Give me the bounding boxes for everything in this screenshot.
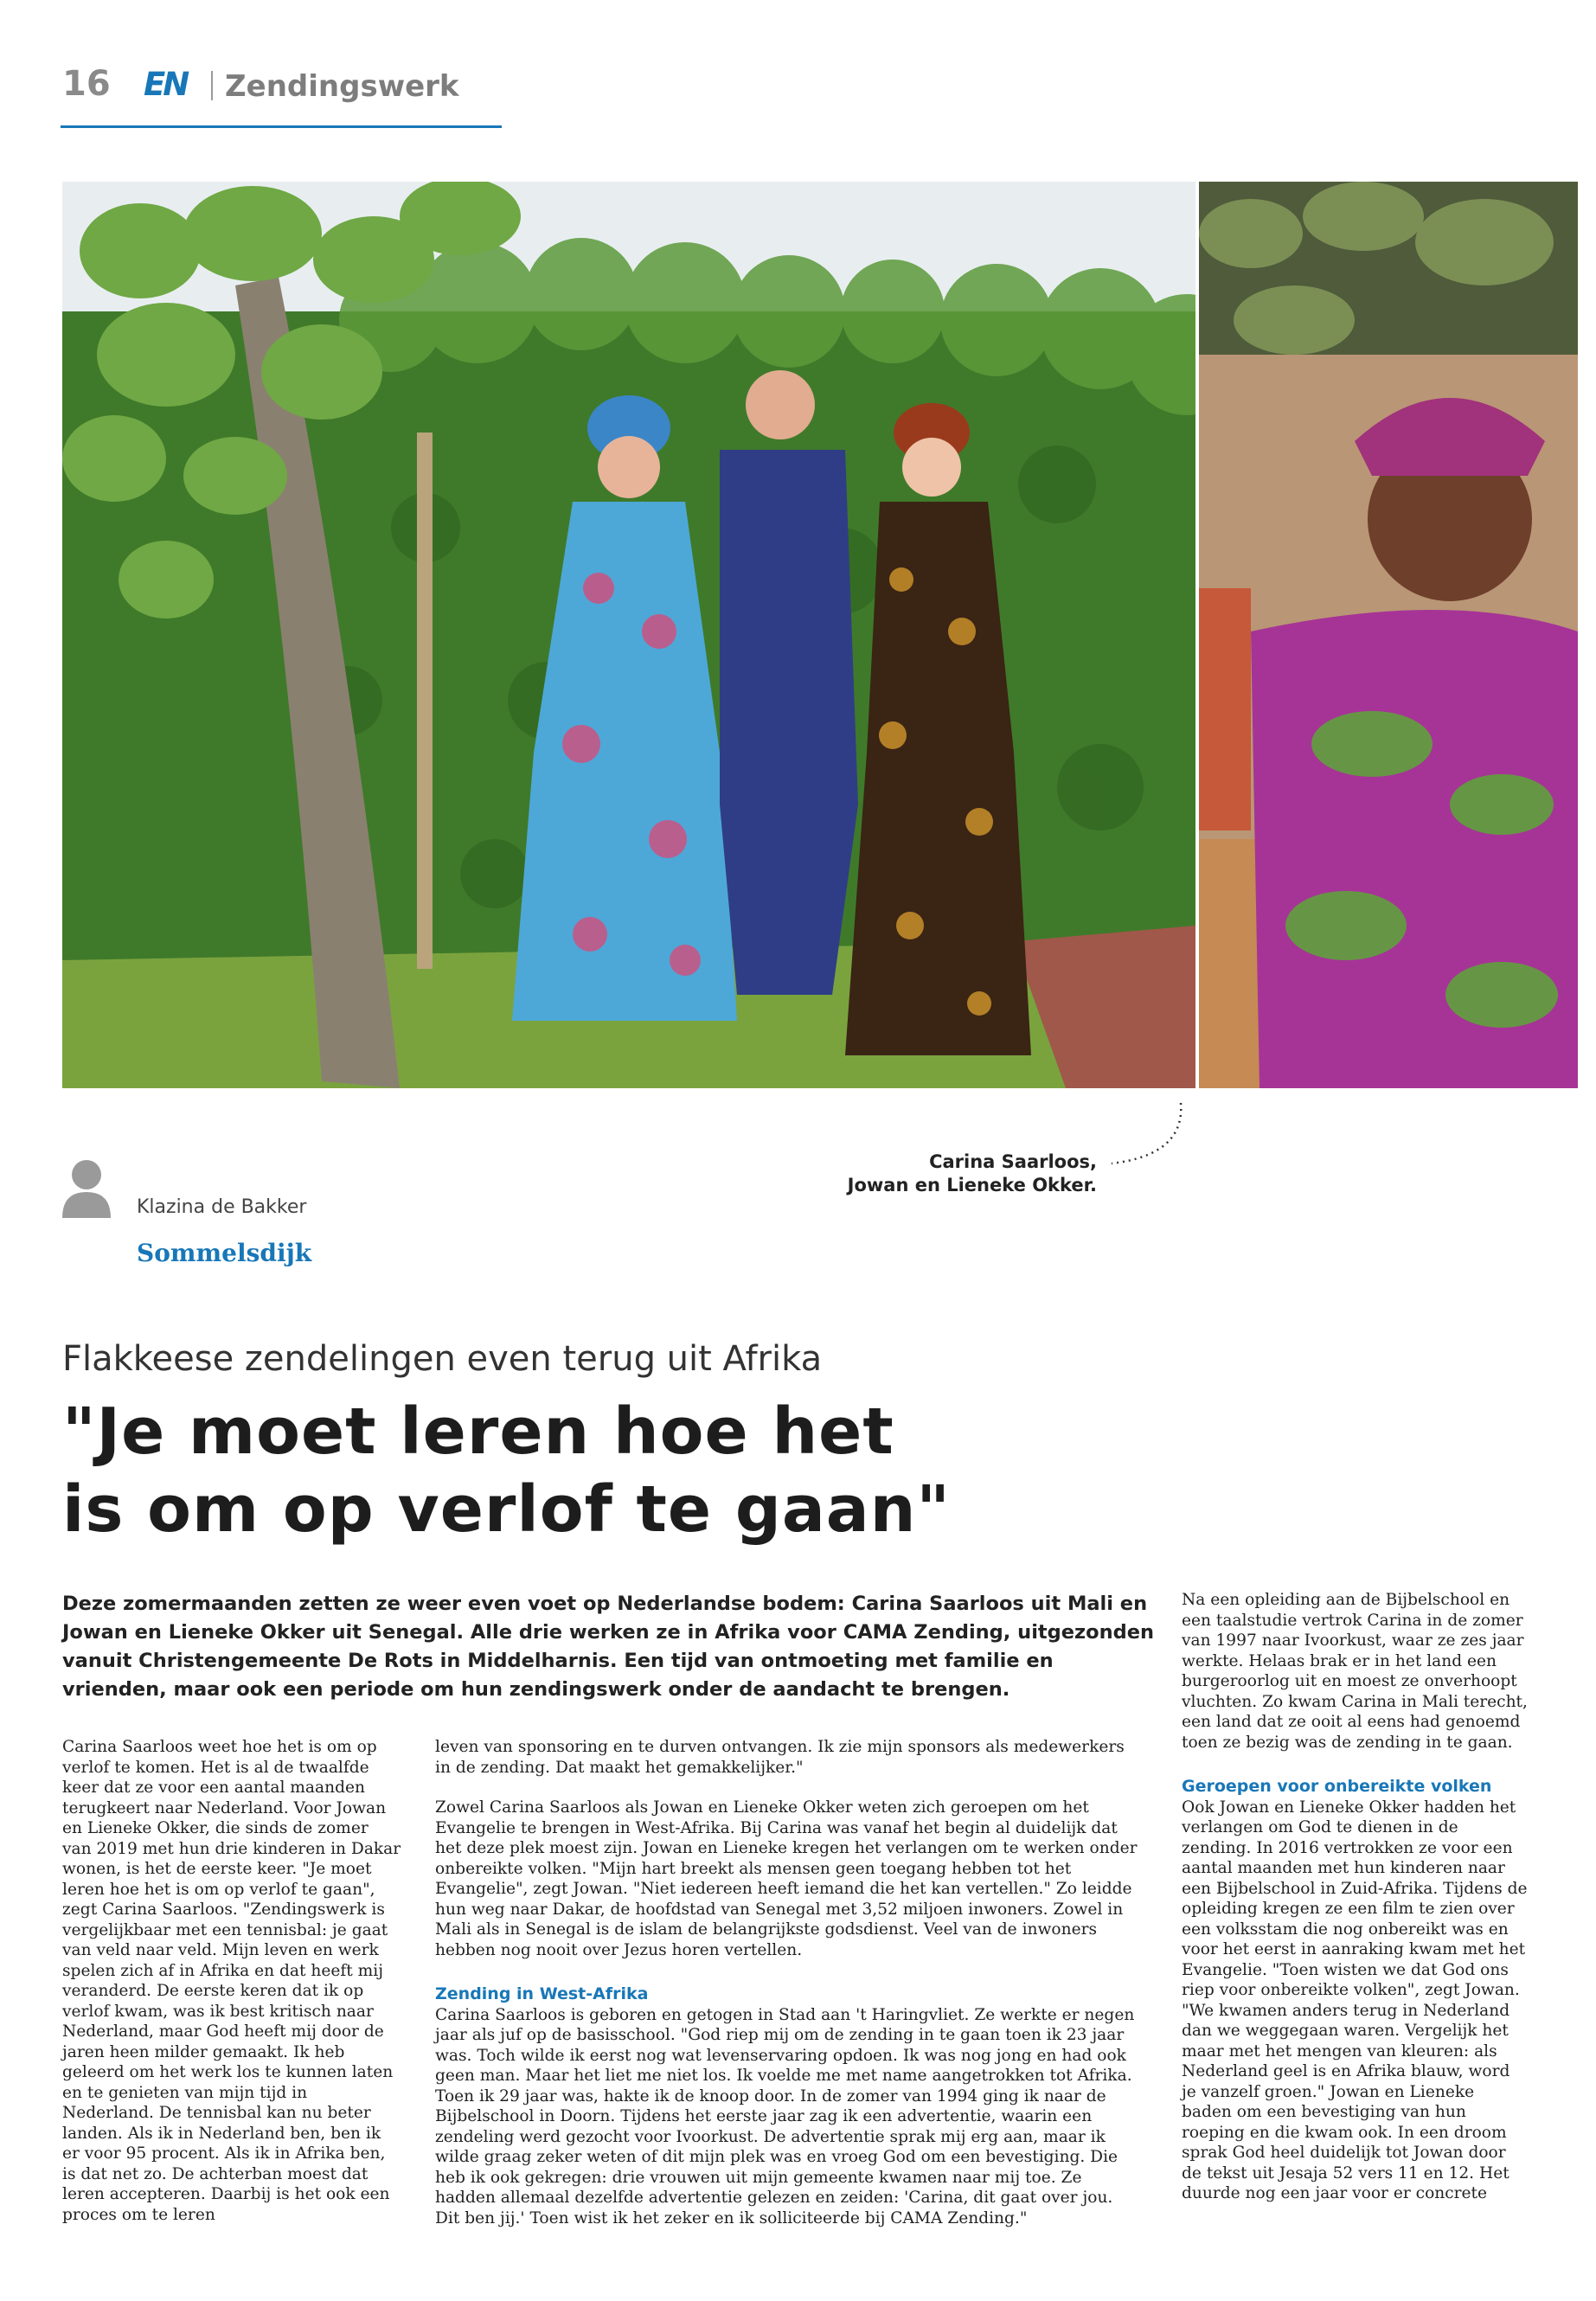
headline-line-1: "Je moet leren hoe het [62, 1394, 894, 1469]
photo-caption [830, 1150, 1097, 1197]
body-column-2 [435, 1737, 1138, 2228]
page-number: 16 [62, 64, 111, 104]
main-photo [62, 182, 1195, 1088]
header-rule [61, 125, 502, 128]
headline [62, 1393, 1135, 1548]
paragraph: leven van sponsoring en te durven ontvangen. Ik zie mijn sponsors als medewerkers in de zending. Dat maakt het gemakkelijker." [435, 1738, 1125, 1777]
paragraph: Na een opleiding aan de Bijbelschool en een taalstudie vertrok Carina in de zomer van 1997 naar Ivoorkust, waar ze zes jaar werkte. Helaas brak er in het land een burgeroorlog uit en moest ze onverhoopt vluchten. Zo kwam Carina in Mali terecht, een land dat ze ooit al eens had genoemd toen ze bezig was de zending in te gaan. [1182, 1591, 1528, 1752]
intro-paragraph: Deze zomermaanden zetten ze weer even voet op Nederlandse bodem: Carina Saarloos uit Mali en Jowan en Lieneke Okker uit Senegal. Alle drie werken ze in Afrika voor CAMA Zending, uitgezonden vanuit Christengemeente De Rots in Middelharnis. Een tijd van ontmoeting met familie en vrienden, maar ook een periode om hun zendingswerk onder de aandacht te brengen. [62, 1593, 1154, 1701]
paragraph: Ook Jowan en Lieneke Okker hadden het verlangen om God te dienen in de zending. In 2016 vertrokken ze voor een aantal maanden met hun kinderen naar een Bijbelschool in Zuid-Afrika. Tijdens de opleiding kregen ze een film te zien over een volksstam die nog onbereikt was en voor het eerst in aanraking kwam met het Evangelie. "Toen wisten we dat God ons riep voor onbereikte volken", zegt Jowan. "We kwamen anders terug in Nederland dan we weggegaan waren. Vergelijk het maar met het mengen van kleuren: als Nederland geel is en Afrika blauw, word je vanzelf groen." Jowan en Lieneke baden om een bevestiging van hun roeping en die kwam ook. In een droom sprak God heel duidelijk tot Jowan door de tekst uit Jesaja 52 vers 11 en 12. Het duurde nog een jaar voor er concrete [1182, 1798, 1528, 2202]
caption-line-2: Jowan en Lieneke Okker. [847, 1175, 1097, 1195]
newspaper-logo: EN [144, 66, 188, 103]
paragraph: Carina Saarloos is geboren en getogen in Stad aan 't Haringvliet. Ze werkte er negen jaar als juf op de basisschool. "God riep mij om de zending in te gaan toen ik 23 jaar was. Toch wilde ik eerst nog wat levenservaring opdoen. Ik was nog jong en had ook geen man. Maar het liet me niet los. Ik voelde me met name aangetrokken tot Afrika. Toen ik 29 jaar was, hakte ik de knoop door. In de zomer van 1994 ging ik naar de Bijbelschool in Doorn. Tijdens het eerste jaar zag ik een advertentie, waarin een zendeling werd gezocht voor Ivoorkust. De advertentie sprak mij erg aan, maar ik wilde graag zeker weten of dit mijn plek was en vroeg God om een bevestiging. Die heb ik ook gekregen: drie vrouwen uit mijn gemeente kwamen naar mij toe. Ze hadden allemaal dezelfde advertentie gelezen en zeiden: 'Carina, dit gaat over jou. Dit ben jij.' Toen wist ik het zeker en ik solliciteerde bij CAMA Zending." [435, 2005, 1135, 2227]
paragraph: Carina Saarloos weet hoe het is om op verlof te komen. Het is al de twaalfde keer dat ze voor een aantal maanden terugkeert naar Nederland. Voor Jowan en Lieneke Okker, die sinds de zomer van 2019 met hun drie kinderen in Dakar wonen, is het de eerste keer. "Je moet leren hoe het is om op verlof te gaan", zegt Carina Saarloos. "Zendingswerk is vergelijkbaar met een tennisbal: je gaat van veld naar veld. Mijn leven en werk spelen zich af in Afrika en dat heeft mij veranderd. De eerste keren dat ik op verlof kwam, was ik best kritisch naar Nederland, maar God heeft mij door de jaren heen milder gemaakt. Ik heb geleerd om het werk los te kunnen laten en te genieten van mijn tijd in Nederland. De tennisbal kan nu beter landen. Als ik in Nederland ben, ben ik er voor 95 procent. Als ik in Afrika ben, is dat net zo. De achterban moest dat leren accepteren. Daarbij is het ook een proces om te leren [62, 1738, 401, 2224]
header-separator [211, 71, 213, 100]
author-name: Klazina de Bakker [137, 1196, 307, 1218]
caption-line-1: Carina Saarloos, [929, 1151, 1097, 1172]
section-title: Zendingswerk [225, 69, 459, 104]
author-icon [62, 1157, 111, 1218]
subheading: Zending in West-Afrika [435, 1984, 649, 2003]
subheading: Geroepen voor onbereikte volken [1182, 1777, 1492, 1796]
side-photo [1199, 182, 1578, 1088]
headline-line-2: is om op verlof te gaan" [62, 1472, 951, 1547]
kicker: Flakkeese zendelingen even terug uit Afrika [62, 1339, 823, 1379]
body-column-1 [62, 1737, 401, 2225]
body-column-3 [1182, 1590, 1528, 2204]
paragraph: Zowel Carina Saarloos als Jowan en Lieneke Okker weten zich geroepen om het Evangelie te brengen in West-Afrika. Bij Carina was vanaf het begin al duidelijk dat het deze plek moest zijn. Jowan en Lieneke kregen het verlangen om te werken onder onbereikte volken. "Mijn hart breekt als mensen geen toegang hebben tot het Evangelie", zegt Jowan. "Niet iedereen heeft iemand die het kan vertellen." Zo leidde hun weg naar Dakar, de hoofdstad van Senegal met 3,52 miljoen inwoners. Zowel in Mali als in Senegal is de islam de belangrijkste godsdienst. Veel van de inwoners hebben nog nooit over Jezus horen vertellen. [435, 1798, 1138, 1959]
dateline-location: Sommelsdijk [137, 1239, 312, 1267]
caption-pointer [1103, 1103, 1189, 1181]
